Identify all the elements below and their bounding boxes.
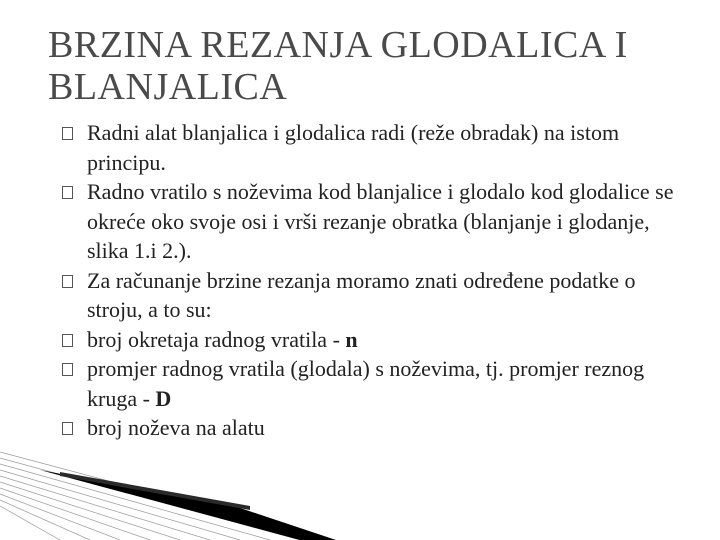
bullet-item — [62, 118, 692, 177]
bullet-text: Radni alat blanjalica i glodalica radi (reže obradak) na istom principu. — [87, 120, 620, 175]
bullet-text: Radno vratilo s noževima kod blanjalice i glodalo kod glodalice se okreće oko svoje osi i vrši rezanje obratka (blanjanje i glodanje, slika 1.i 2.). — [87, 179, 674, 263]
bullet-text: broj noževa na alatu — [87, 415, 265, 440]
bullet-item — [62, 266, 692, 325]
checkbox-bullet-icon — [62, 334, 73, 347]
bullet-text: broj okretaja radnog vratila - — [87, 326, 346, 352]
slide-title: BRZINA REZANJA GLODALICA I BLANJALICA — [48, 24, 628, 108]
checkbox-bullet-icon — [62, 363, 73, 376]
bullet-item — [62, 413, 692, 443]
bullet-text: promjer radnog vratila (glodala) s noževima, tj. promjer reznog kruga - — [87, 356, 645, 411]
checkbox-bullet-icon — [62, 422, 73, 435]
checkbox-bullet-icon — [62, 127, 73, 140]
bullet-item — [62, 177, 692, 266]
variable-n: n — [345, 326, 358, 352]
variable-d: D — [155, 385, 172, 411]
bullet-text: Za računanje brzine rezanja moramo znati određene podatke o stroju, a to su: — [87, 267, 636, 322]
checkbox-bullet-icon — [62, 186, 73, 199]
checkbox-bullet-icon — [62, 275, 73, 288]
bullet-item — [62, 354, 692, 413]
bullet-item — [62, 325, 692, 355]
bullet-list — [62, 118, 692, 443]
